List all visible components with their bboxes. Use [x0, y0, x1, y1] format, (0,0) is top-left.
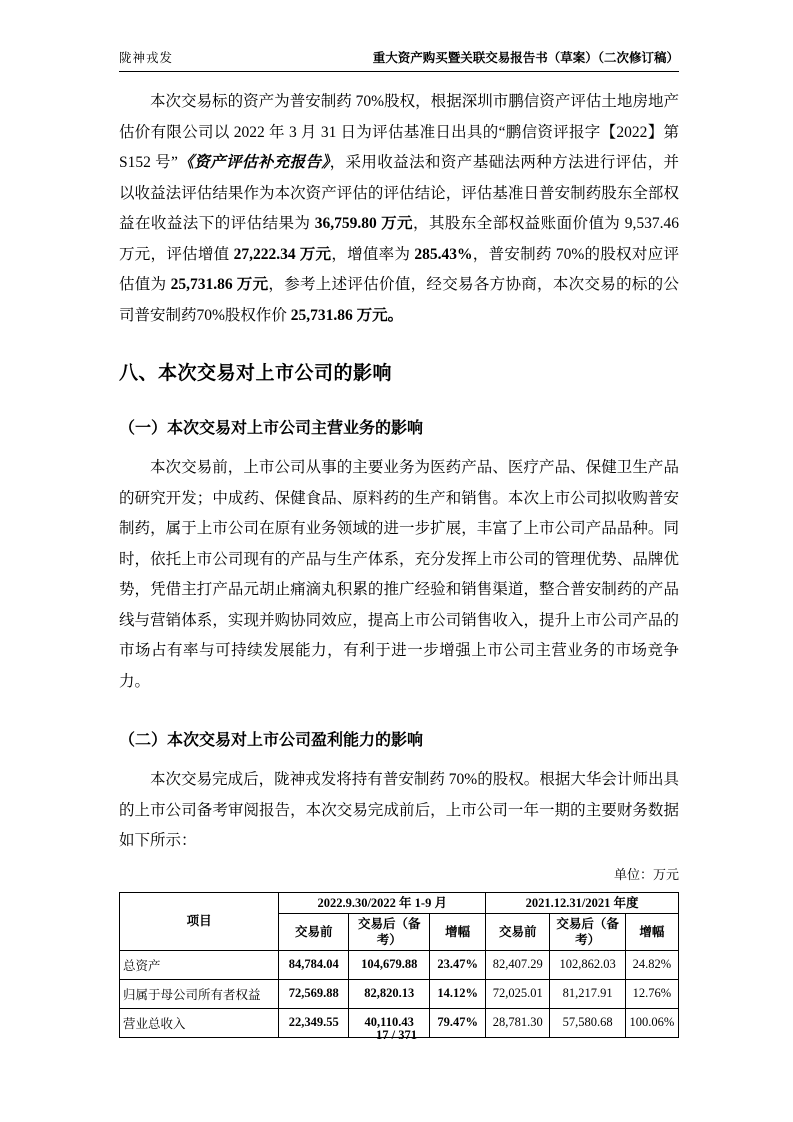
intro-text-2: ，采用收益法和资产基础法两种方法进行评估，并以收益法评估结果作为本次资产评估的评估结论，评估基准日普安制药股东全部权益在收益法下的评估结果为 — [119, 154, 679, 232]
table-subheader-post-2021: 交易后（备考） — [550, 913, 625, 950]
cell-value: 12.76% — [625, 979, 678, 1008]
table-subheader-post-2022: 交易后（备考） — [349, 913, 430, 950]
table-subheader-pre-2022: 交易前 — [279, 913, 349, 950]
cell-value: 72,569.88 — [279, 979, 349, 1008]
cell-value: 100.06% — [625, 1008, 678, 1037]
intro-text-1: 本次交易标的资产为普安制药 70%股权，根据深圳市鹏信资产评估土地房地产估价有限公司以 2022 年 3 月 31 日为评估基准日出具的“鹏信资评报字【2022】第 S152 号” — [119, 93, 679, 171]
subsection-1-paragraph: 本次交易前，上市公司从事的主要业务为医药产品、医疗产品、保健卫生产品的研究开发；中成药、保健食品、原料药的生产和销售。本次上市公司拟收购普安制药，属于上市公司在原有业务领域的进一步扩展，丰富了上市公司产品品种。同时，依托上市公司现有的产品与生产体系，充分发挥上市公司的管理优势、品牌优势，凭借主打产品元胡止痛滴丸积累的推广经验和销售渠道，整合普安制药的产品线与营销体系，实现并购协同效应，提高上市公司销售收入，提升上市公司产品的市场占有率与可持续发展能力，有利于进一步增强上市公司主营业务的市场竞争力。 — [119, 459, 679, 690]
cell-value: 104,679.88 — [349, 950, 430, 979]
table-subheader-change-2022: 增幅 — [430, 913, 486, 950]
table-header-group-2021: 2021.12.31/2021 年度 — [486, 892, 679, 913]
cell-value: 40,110.43 — [349, 1008, 430, 1037]
header-doc-title: 重大资产购买暨关联交易报告书（草案）（二次修订稿） — [372, 51, 679, 65]
table-subheader-change-2021: 增幅 — [625, 913, 678, 950]
cell-value: 82,820.13 — [349, 979, 430, 1008]
subsection-2-paragraph: 本次交易完成后，陇神戎发将持有普安制药 70%的股权。根据大华会计师出具的上市公司备考审阅报告，本次交易完成前后，上市公司一年一期的主要财务数据如下所示： — [119, 771, 679, 849]
intro-text-3: ，其股东全部权益账面价值为 9,537.46 万元，评估增值 — [119, 215, 679, 263]
row-label: 营业总收入 — [120, 1008, 279, 1037]
subsection-1-heading: （一）本次交易对上市公司主营业务的影响 — [119, 420, 424, 437]
cell-value: 14.12% — [430, 979, 486, 1008]
header-company-name: 陇神戎发 — [119, 51, 174, 65]
deal-price-amount: 25,731.86 万元。 — [290, 306, 404, 324]
subsection-2-heading: （二）本次交易对上市公司盈利能力的影响 — [119, 732, 424, 749]
cell-value: 24.82% — [625, 950, 678, 979]
table-row-parent-equity — [120, 979, 679, 1008]
cell-value: 57,580.68 — [550, 1008, 625, 1037]
intro-text-6: ，参考上述评估价值，经交易各方协商，本次交易的标的公司普安制药70%股权作价 — [119, 276, 679, 324]
cell-value: 72,025.01 — [486, 979, 550, 1008]
cell-value: 23.47% — [430, 950, 486, 979]
intro-paragraph — [119, 87, 679, 331]
valuation-result-amount: 36,759.80 万元 — [314, 215, 413, 232]
cell-value: 102,862.03 — [550, 950, 625, 979]
equity-valuation-amount: 25,731.86 万元 — [170, 276, 269, 293]
page-header — [119, 0, 679, 72]
table-header-item: 项目 — [120, 892, 279, 950]
table-header-group-2022: 2022.9.30/2022 年 1-9 月 — [279, 892, 486, 913]
cell-value: 28,781.30 — [486, 1008, 550, 1037]
intro-text-4: ，增值率为 — [331, 245, 415, 263]
cell-value: 22,349.55 — [279, 1008, 349, 1037]
table-header-row-groups — [120, 892, 679, 913]
page-content — [119, 0, 679, 1038]
appreciation-amount: 27,222.34 万元 — [233, 245, 332, 263]
cell-value: 79.47% — [430, 1008, 486, 1037]
section-heading: 八、本次交易对上市公司的影响 — [119, 363, 393, 384]
page-number: 17 / 371 — [376, 1028, 417, 1042]
cell-value: 84,784.04 — [279, 950, 349, 979]
cell-value: 82,407.29 — [486, 950, 550, 979]
row-label: 归属于母公司所有者权益 — [120, 979, 279, 1008]
table-row-total-assets — [120, 950, 679, 979]
table-subheader-pre-2021: 交易前 — [486, 913, 550, 950]
table-unit-label: 单位：万元 — [613, 866, 679, 882]
appreciation-rate: 285.43% — [414, 245, 473, 263]
row-label: 总资产 — [120, 950, 279, 979]
intro-text-5: ，普安制药 70%的股权对应评估值为 — [119, 245, 679, 293]
report-title-citation: 《资产评估补充报告》 — [177, 154, 330, 171]
cell-value: 81,217.91 — [550, 979, 625, 1008]
financial-comparison-table — [119, 892, 679, 1038]
